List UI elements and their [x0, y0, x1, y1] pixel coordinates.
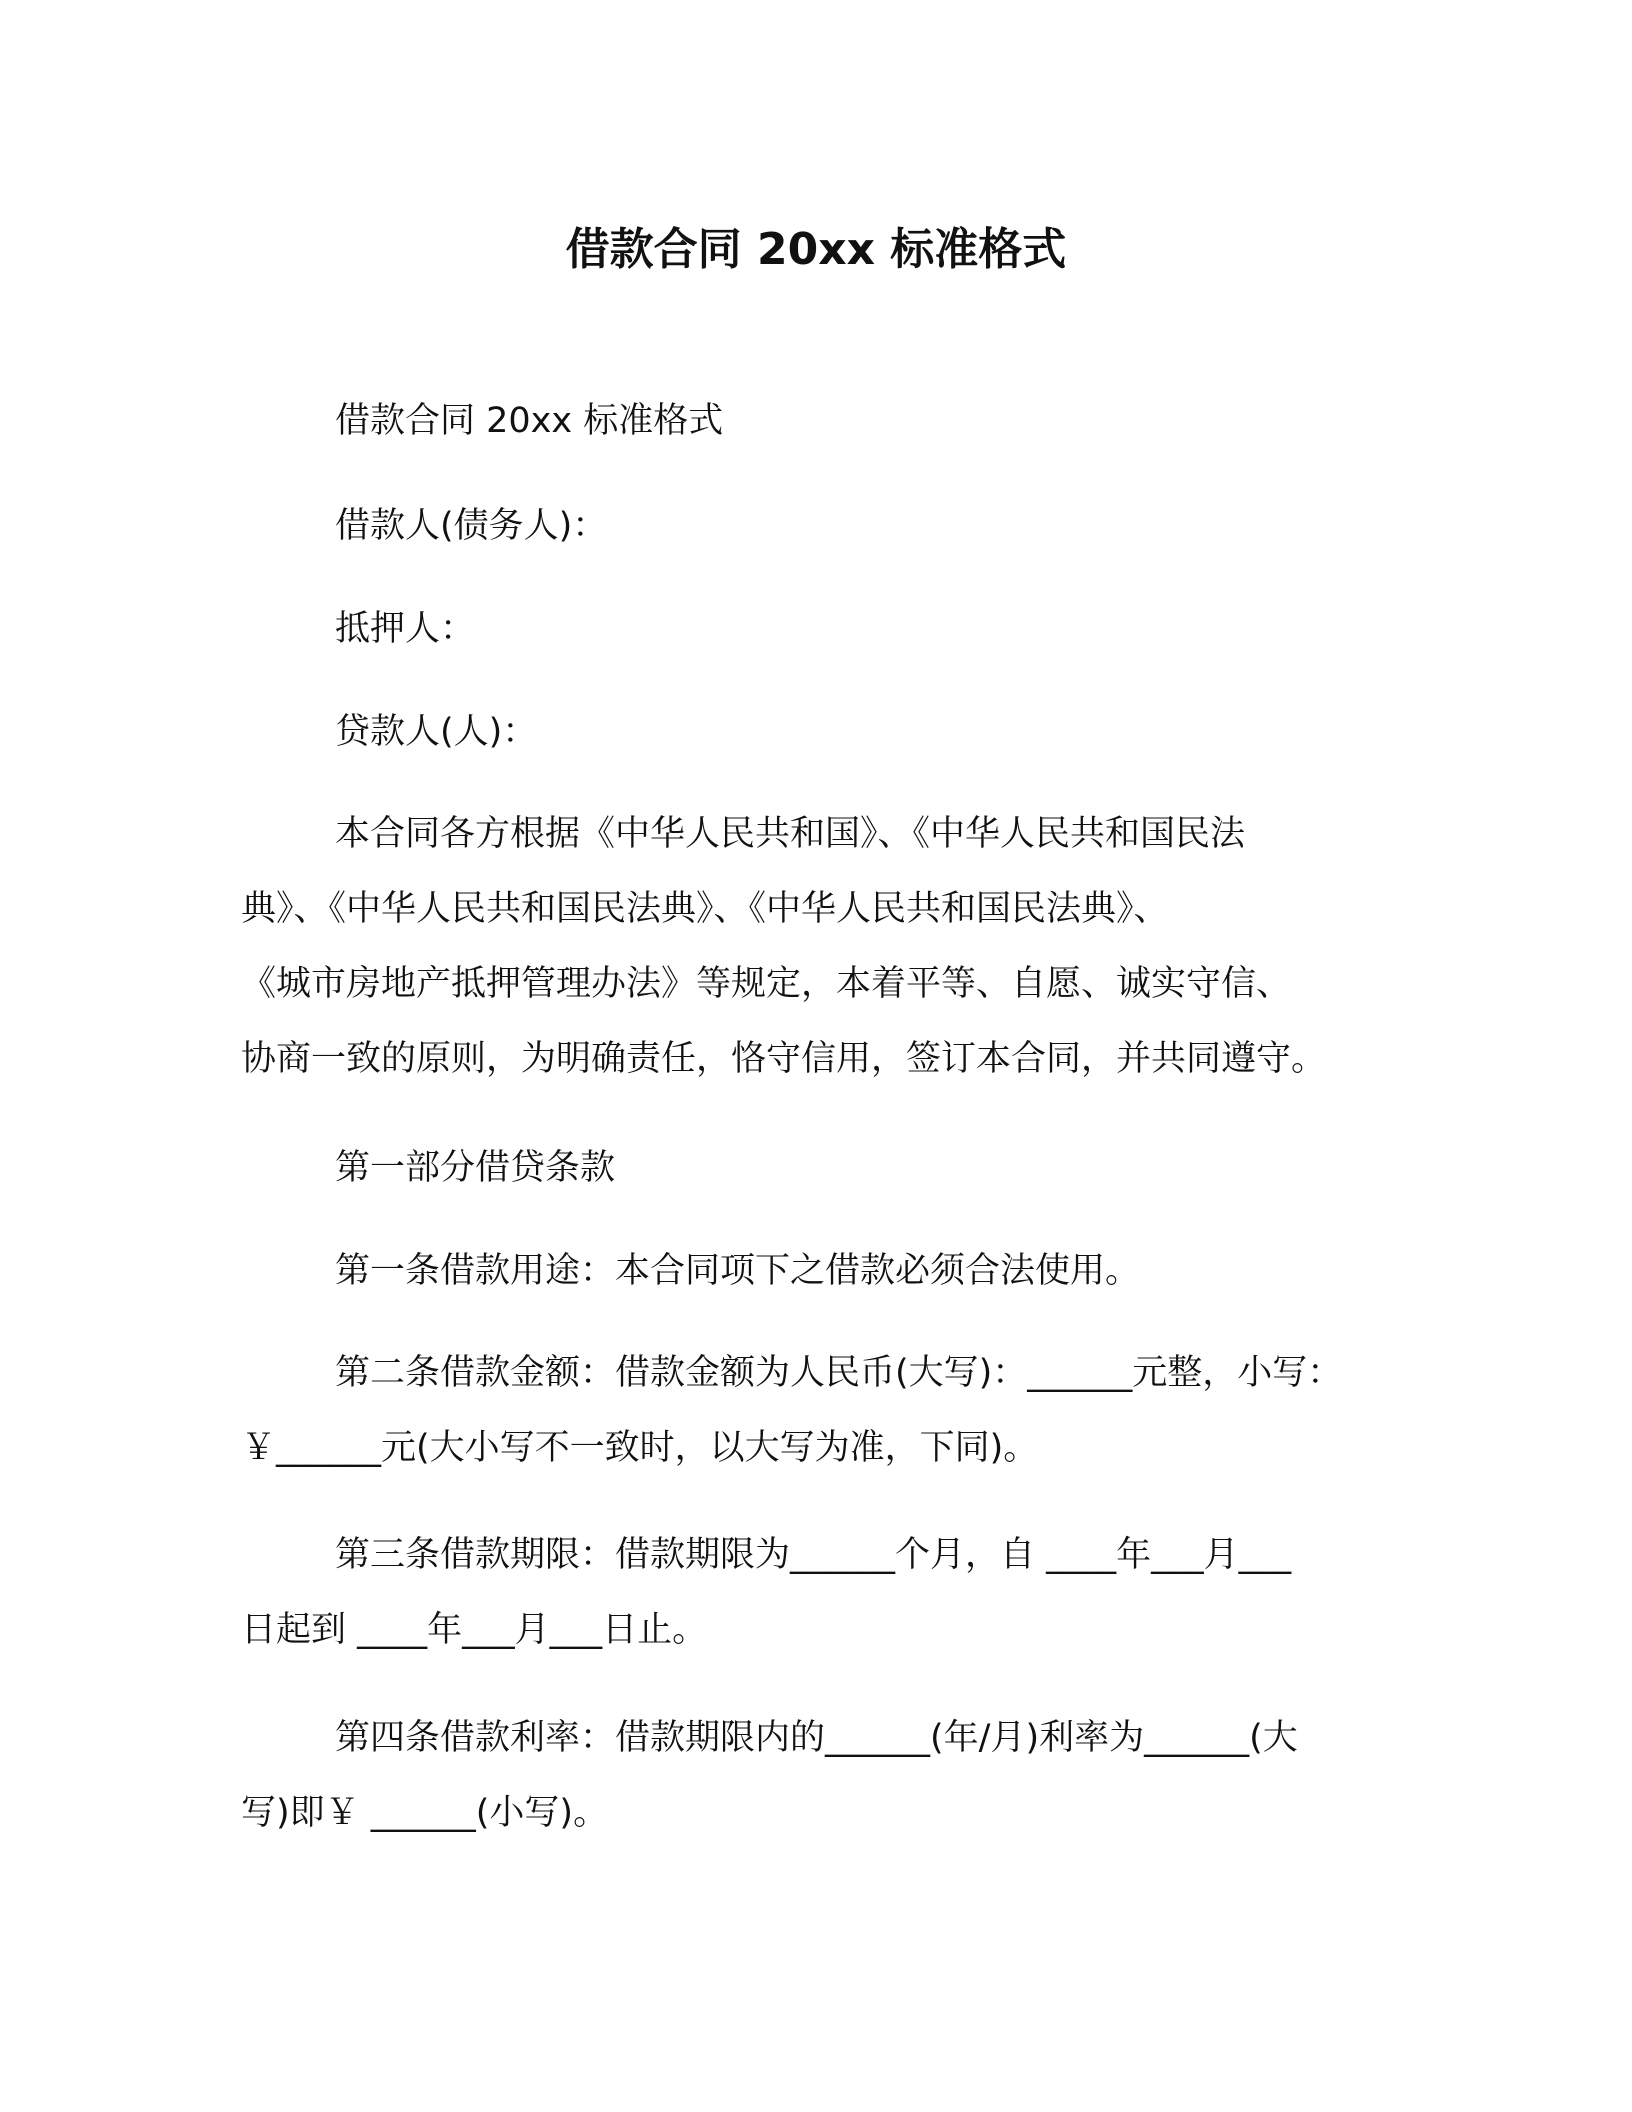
- preamble-paragraph: [241, 797, 1401, 1097]
- article-1: 第一条借款用途：本合同项下之借款必须合法使用。: [335, 1251, 1141, 1291]
- article-2-line: 第二条借款金额：借款金额为人民币(大写)：______元整，小写：: [335, 1353, 1343, 1393]
- preamble-line: 典》、《中华人民共和国民法典》、《中华人民共和国民法典》、: [241, 889, 1169, 929]
- article-2: [241, 1336, 1401, 1486]
- article-3-line: 第三条借款期限：借款期限为______个月，自 ____年___月___: [335, 1535, 1292, 1575]
- article-2-line: ￥______元(大小写不一致时，以大写为准，下同)。: [241, 1428, 1039, 1468]
- borrower-label: 借款人(债务人)：: [335, 506, 608, 546]
- document-title: 借款合同 20xx 标准格式: [565, 224, 1067, 275]
- article-4-line: 第四条借款利率：借款期限内的______(年/月)利率为______(大: [335, 1718, 1298, 1758]
- lender-label: 贷款人(人)：: [335, 712, 538, 752]
- article-3-line: 日起到 ____年___月___日止。: [241, 1610, 708, 1650]
- part-one-heading: 第一部分借贷条款: [335, 1148, 616, 1188]
- article-4-line: 写)即￥ ______(小写)。: [241, 1793, 609, 1833]
- mortgagor-label: 抵押人：: [335, 609, 476, 649]
- article-3: [241, 1518, 1401, 1668]
- document-subtitle: 借款合同 20xx 标准格式: [335, 401, 724, 441]
- preamble-line: 本合同各方根据《中华人民共和国》、《中华人民共和国民法: [335, 814, 1246, 854]
- article-4: [241, 1701, 1401, 1851]
- preamble-line: 《城市房地产抵押管理办法》等规定，本着平等、自愿、诚实守信、: [241, 964, 1292, 1004]
- preamble-line: 协商一致的原则，为明确责任，恪守信用，签订本合同，并共同遵守。: [241, 1039, 1327, 1079]
